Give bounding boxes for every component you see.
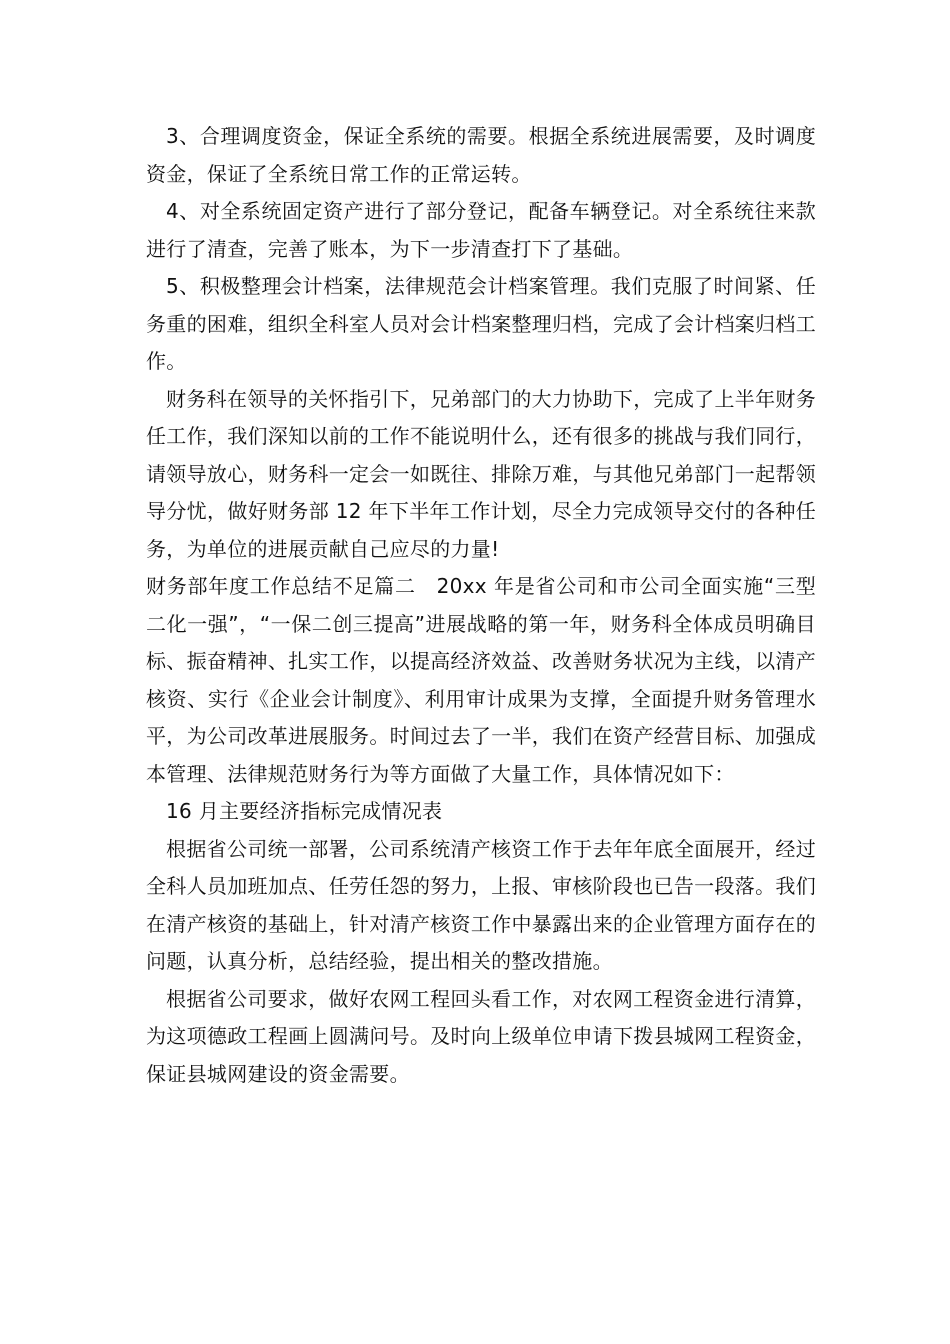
paragraph-rural-grid: 根据省公司要求，做好农网工程回头看工作，对农网工程资金进行清算，为这项德政工程画上圆满问号。及时向上级单位申请下拨县城网工程资金，保证县城网建设的资金需要。 — [146, 986, 816, 1086]
paragraph-item-5: 5、积极整理会计档案，法律规范会计档案管理。我们克服了时间紧、任务重的困难，组织全科室人员对会计档案整理归档，完成了会计档案归档工作。 — [146, 274, 816, 373]
paragraph-summary: 财务科在领导的关怀指引下，兄弟部门的大力协助下，完成了上半年财务任工作，我们深知以前的工作不能说明什么，还有很多的挑战与我们同行，请领导放心，财务科一定会一如既往、排除万难，与其他兄弟部门一起帮领导分忧，做好财务部 12 年下半年工作计划，尽全力完成领导交付的各种任务，为单位的进展贡献自己应尽的力量! — [146, 386, 816, 561]
paragraph-asset-audit: 根据省公司统一部署，公司系统清产核资工作于去年年底全面展开，经过全科人员加班加点、任劳任怨的努力，上报、审核阶段也已告一段落。我们在清产核资的基础上，针对清产核资工作中暴露出来的企业管理方面存在的问题，认真分析，总结经验，提出相关的整改措施。 — [146, 836, 816, 973]
paragraph-item-4: 4、对全系统固定资产进行了部分登记，配备车辆登记。对全系统往来款进行了清查，完善了账本，为下一步清查打下了基础。 — [146, 199, 816, 261]
document-body — [146, 118, 816, 1093]
section-heading-paragraph: 财务部年度工作总结不足篇二 20xx 年是省公司和市公司全面实施“三型二化一强”，“一保二创三提高”进展战略的第一年，财务科全体成员明确目标、振奋精神、扎实工作，以提高经济效益、改善财务状况为主线，以清产核资、实行《企业会计制度》、利用审计成果为支撑，全面提升财务管理水平，为公司改革进展服务。时间过去了一半，我们在资产经营目标、加强成本管理、法律规范财务行为等方面做了大量工作，具体情况如下： — [146, 574, 816, 786]
table-caption: 16 月主要经济指标完成情况表 — [166, 799, 443, 823]
paragraph-item-3: 3、合理调度资金，保证全系统的需要。根据全系统进展需要，及时调度资金，保证了全系统日常工作的正常运转。 — [146, 124, 816, 186]
